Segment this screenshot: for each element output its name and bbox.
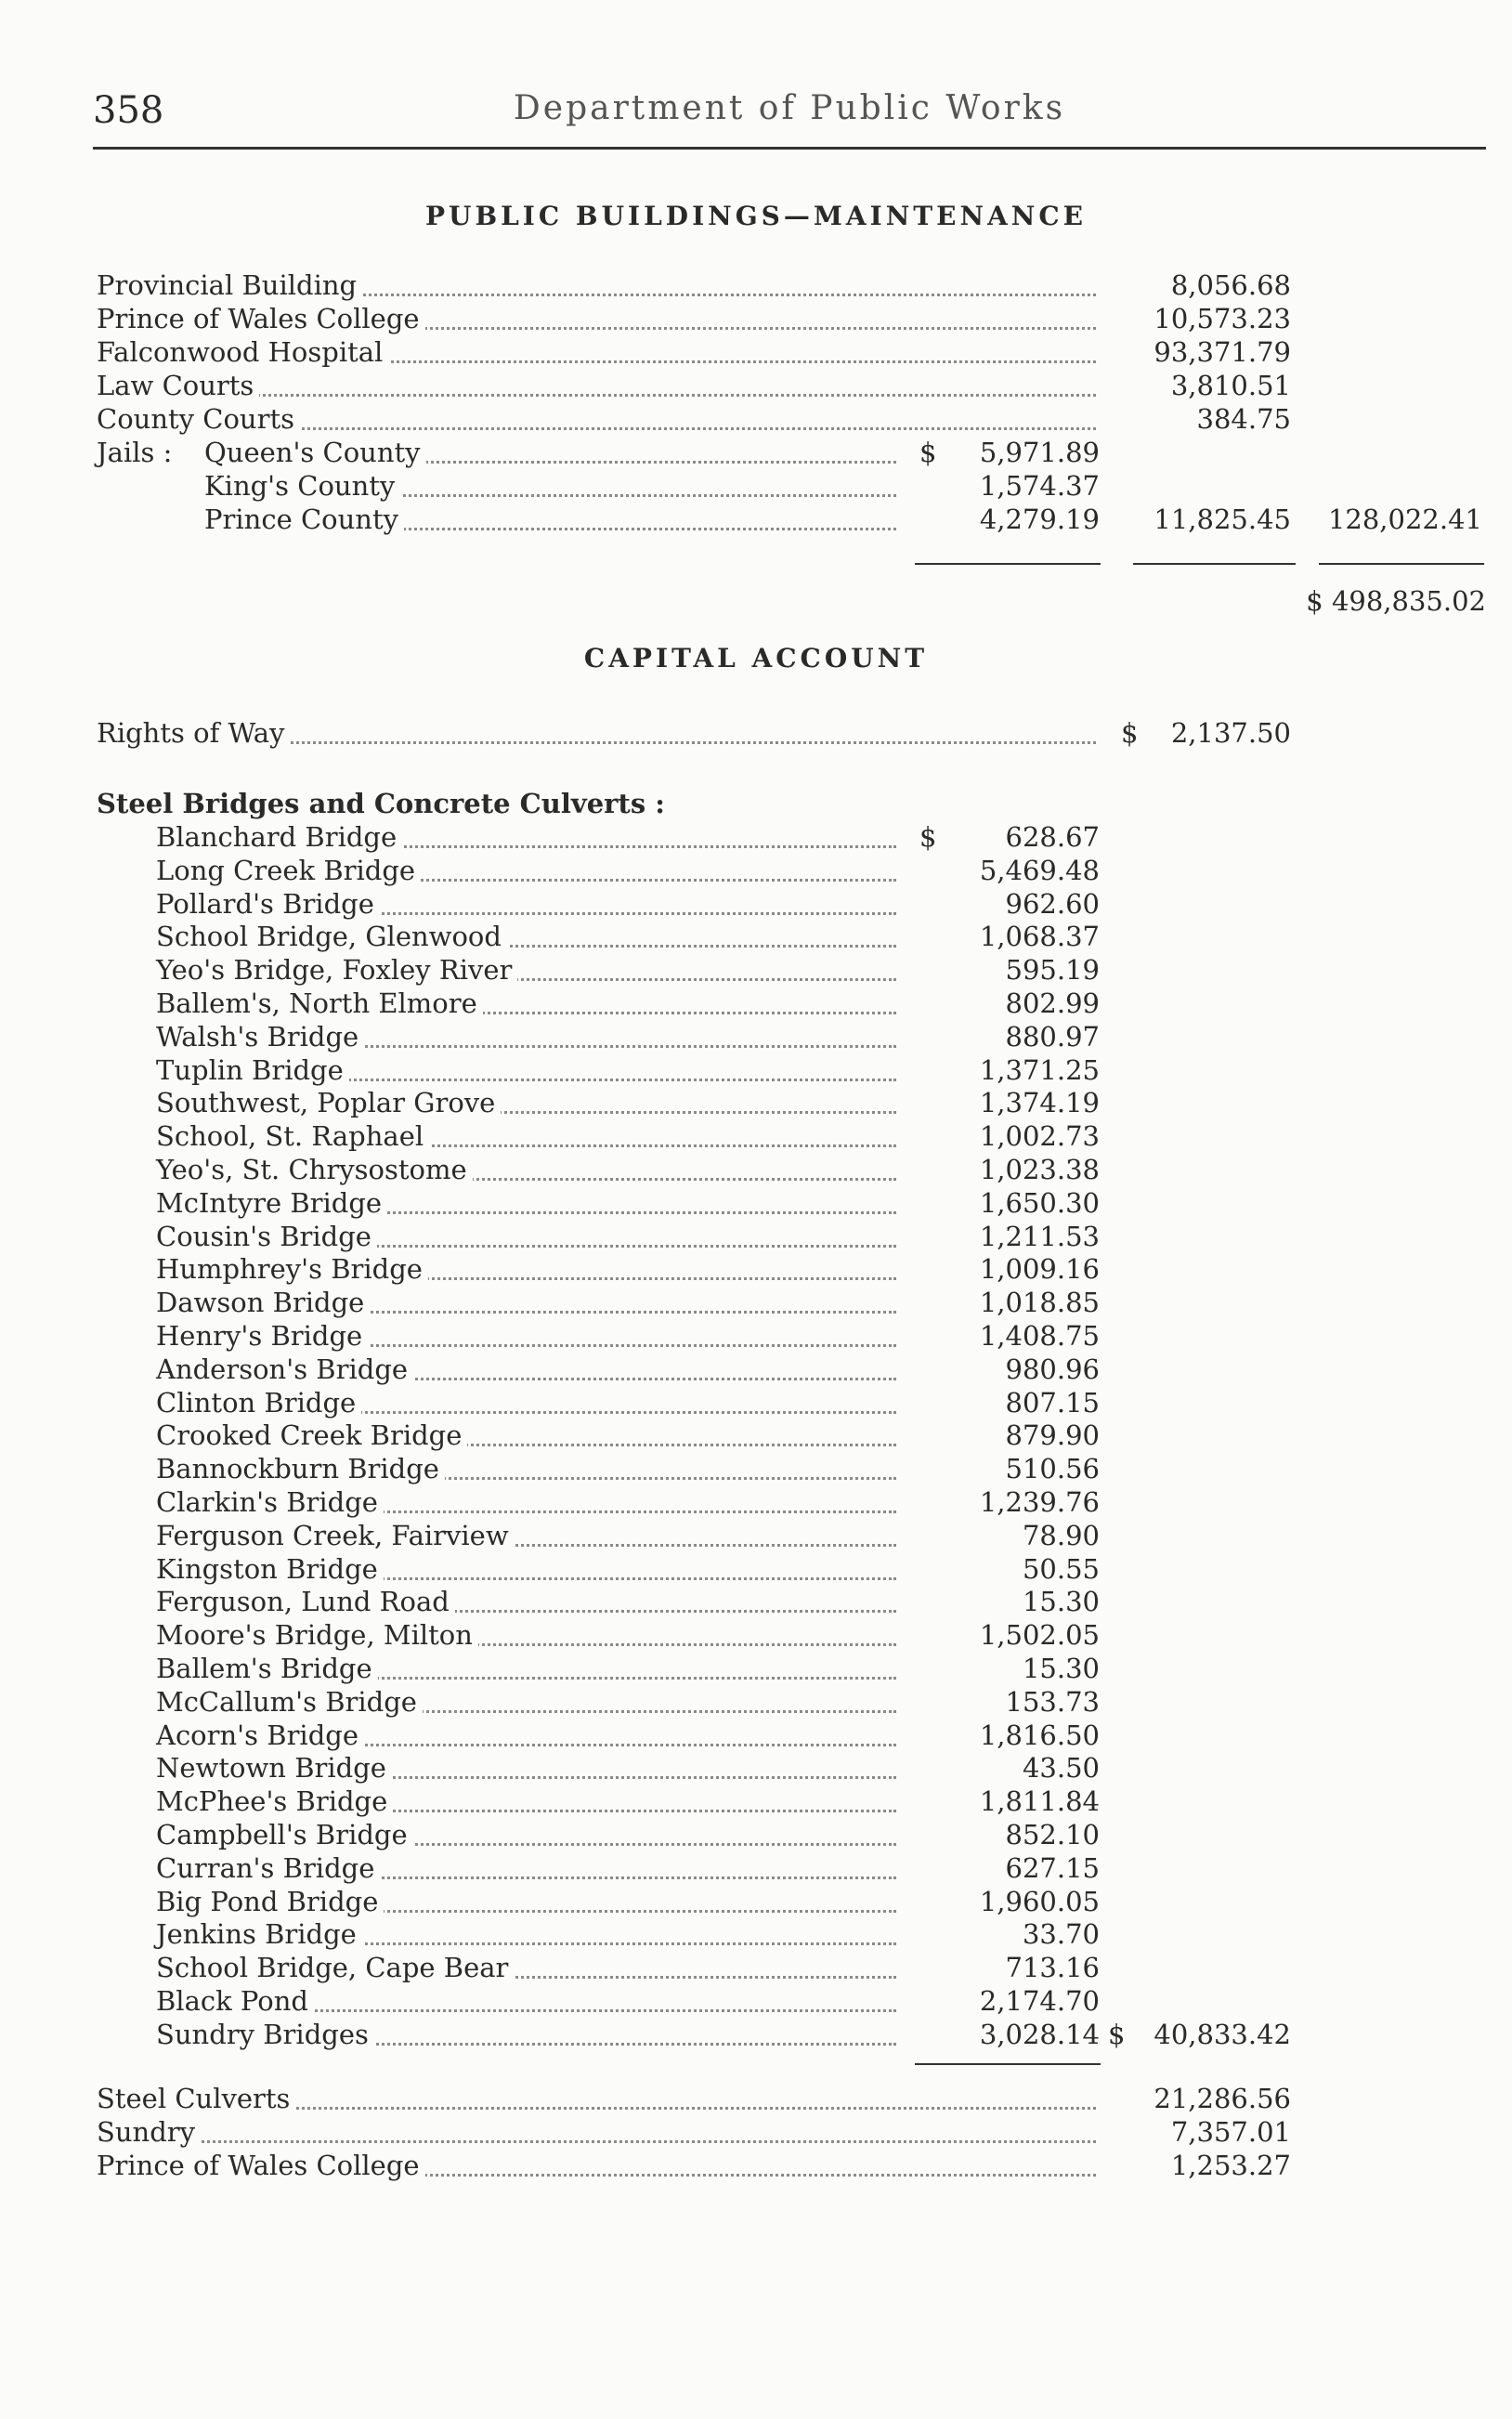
line-amount: 1,239.76 [979,1486,1100,1518]
line-label: Dawson Bridge [156,1287,370,1318]
line-amount: 852.10 [1005,1819,1100,1850]
capital-item [0,2150,1512,2183]
line-label: Southwest, Poplar Grove [156,1087,501,1118]
maintenance-item [0,303,1512,336]
line-label: Newtown Bridge [156,1752,392,1784]
bridge-row [0,1918,1512,1952]
jails-subtotal: 11,825.45 [1154,503,1291,535]
bridge-row [0,1353,1512,1387]
line-amount: 879.90 [1005,1419,1100,1452]
line-amount: 1,211.53 [979,1220,1100,1252]
maintenance-item [0,336,1512,370]
line-amount: 15.30 [1022,1586,1100,1618]
bridge-row [0,1221,1512,1254]
jail-item [0,437,1512,470]
maintenance-item [0,269,1512,303]
line-label: Yeo's Bridge, Foxley River [156,954,517,986]
capital-item [0,2116,1512,2150]
line-amount: 1,960.05 [979,1885,1100,1917]
line-label: McCallum's Bridge [156,1686,423,1718]
line-amount: 50.55 [1022,1552,1100,1585]
line-label: Prince of Wales College [97,303,425,334]
line-amount: 962.60 [1005,887,1100,920]
line-amount: 7,357.01 [1170,2116,1291,2148]
bridge-row [0,1985,1512,2019]
bridge-row [0,888,1512,922]
line-label: Law Courts [97,370,259,401]
line-amount: 21,286.56 [1154,2083,1291,2114]
line-label: Sundry Bridges [156,2019,374,2050]
bridge-row [0,1719,1512,1753]
bridge-row [0,1686,1512,1719]
bridge-row [0,821,1512,855]
line-amount: 93,371.79 [1154,336,1291,368]
line-amount: 1,811.84 [979,1785,1100,1818]
bridge-row [0,1320,1512,1353]
bridge-row [0,1021,1512,1054]
line-amount: 802.99 [1005,987,1100,1019]
line-label: School Bridge, Cape Bear [156,1952,514,1983]
line-label: Jenkins Bridge [156,1918,362,1950]
line-amount: 1,650.30 [979,1186,1100,1219]
maintenance-item [0,403,1512,437]
line-label: Humphrey's Bridge [156,1253,428,1285]
line-amount: 1,574.37 [979,470,1100,502]
line-label: Queen's County [204,437,426,468]
jail-item [0,470,1512,503]
bridge-row [0,1154,1512,1187]
bridge-row [0,1419,1512,1453]
line-label: County Courts [97,403,300,435]
subtotal-rule [915,563,1101,565]
line-amount: 1,018.85 [979,1287,1100,1319]
line-label: Tuplin Bridge [156,1054,349,1086]
line-amount: 628.67 [1005,821,1100,853]
line-label: School, St. Raphael [156,1120,429,1152]
line-label: King's County [204,470,400,502]
bridge-row [0,1253,1512,1287]
line-label: Curran's Bridge [156,1852,380,1884]
line-label: Long Creek Bridge [156,855,421,886]
line-amount: 4,279.19 [979,503,1100,535]
bridge-row [0,1520,1512,1553]
line-label: Bannockburn Bridge [156,1453,445,1484]
line-label: Ballem's Bridge [156,1653,378,1684]
bridges-rule [915,2063,1101,2065]
bridge-row [0,1486,1512,1520]
jails-dollar-sign: $ [919,437,937,468]
line-label: Anderson's Bridge [156,1353,413,1385]
jails-prefix: Jails : [97,437,173,468]
line-label: Falconwood Hospital [97,336,388,368]
line-label: Rights of Way [97,717,290,749]
line-label: McIntyre Bridge [156,1187,387,1219]
line-label: Campbell's Bridge [156,1819,413,1850]
line-amount: 384.75 [1196,403,1291,435]
line-amount: 5,971.89 [979,437,1100,468]
bridges-heading: Steel Bridges and Concrete Culverts : [97,788,665,819]
bridges-dollar-sign: $ [919,821,937,853]
line-label: Ballem's, North Elmore [156,987,483,1019]
line-label: Crooked Creek Bridge [156,1419,467,1451]
line-amount: 980.96 [1005,1353,1100,1385]
capital-title: CAPITAL ACCOUNT [583,643,929,673]
line-label: Pollard's Bridge [156,888,380,920]
line-label: Walsh's Bridge [156,1021,364,1053]
line-amount: 1,374.19 [979,1087,1100,1119]
line-label: School Bridge, Glenwood [156,921,507,952]
line-amount: 1,023.38 [979,1154,1100,1185]
line-amount: 153.73 [1005,1685,1100,1718]
subtotal-rule [1319,563,1484,565]
bridge-row [0,1120,1512,1154]
line-amount: 595.19 [1005,954,1100,987]
bridge-row [0,1087,1512,1120]
header-rule [93,147,1486,150]
line-label: McPhee's Bridge [156,1785,393,1817]
grand-total: $ 498,835.02 [1306,585,1486,617]
line-label: Ferguson Creek, Fairview [156,1520,515,1551]
bridge-row [0,921,1512,954]
line-amount: 5,469.48 [979,854,1100,886]
bridge-row [0,1187,1512,1221]
page-header [93,89,1486,154]
bridge-row [0,1054,1512,1088]
line-label: Steel Culverts [97,2083,295,2114]
line-amount: 2,174.70 [979,1985,1100,2017]
bridge-row [0,1852,1512,1886]
line-amount: 1,408.75 [979,1320,1100,1352]
line-label: Provincial Building [97,269,362,301]
line-amount: 1,068.37 [979,921,1100,953]
maintenance-title: PUBLIC BUILDINGS—MAINTENANCE [424,201,1088,231]
line-label: Black Pond [156,1985,314,2017]
line-label: Yeo's, St. Chrysostome [156,1154,473,1185]
bridge-row [0,1819,1512,1852]
line-amount: 2,137.50 [1170,717,1291,749]
bridge-row [0,1886,1512,1919]
bridge-row [0,1785,1512,1819]
bridge-row [0,1553,1512,1587]
line-label: Cousin's Bridge [156,1221,377,1252]
subtotal-rule [1133,563,1296,565]
bridge-row [0,1453,1512,1486]
line-amount: 15.30 [1022,1653,1100,1684]
line-amount: 510.56 [1005,1453,1100,1485]
bridge-row [0,1952,1512,1985]
maintenance-section-total: 128,022.41 [1327,503,1482,535]
line-label: Big Pond Bridge [156,1886,384,1917]
line-label: Sundry [97,2116,201,2148]
line-label: Clinton Bridge [156,1387,361,1419]
line-label: Moore's Bridge, Milton [156,1619,478,1651]
line-amount: 1,009.16 [979,1253,1100,1286]
line-amount: 1,502.05 [979,1619,1100,1652]
line-amount: 1,816.50 [979,1719,1100,1751]
line-label: Blanchard Bridge [156,821,402,853]
bridge-row [0,1653,1512,1686]
rights-of-way-dollar: $ [1121,717,1139,749]
bridge-row [0,987,1512,1021]
line-label: Prince County [204,503,404,535]
line-amount: 3,028.14 [979,2018,1100,2050]
line-amount: 10,573.23 [1154,303,1291,334]
line-label: Clarkin's Bridge [156,1486,384,1518]
line-label: Acorn's Bridge [156,1719,364,1751]
page-number: 358 [93,89,164,132]
line-label: Kingston Bridge [156,1553,384,1585]
bridge-row [0,1586,1512,1619]
line-amount: 1,371.25 [979,1053,1100,1086]
capital-item [0,2083,1512,2116]
bridges-total-dollar: $ [1108,2018,1126,2050]
line-amount: 1,002.73 [979,1120,1100,1153]
maintenance-item [0,370,1512,403]
bridge-row [0,855,1512,888]
line-label: Henry's Bridge [156,1320,368,1352]
rights-of-way-row [0,717,1512,751]
line-amount: 1,253.27 [1170,2150,1291,2181]
line-amount: 3,810.51 [1170,370,1291,401]
bridge-row [0,1287,1512,1320]
line-amount: 713.16 [1005,1952,1100,1984]
line-amount: 78.90 [1022,1519,1100,1551]
line-amount: 33.70 [1022,1918,1100,1951]
line-amount: 627.15 [1005,1851,1100,1884]
line-amount: 880.97 [1005,1020,1100,1053]
line-label: Ferguson, Lund Road [156,1586,455,1617]
bridge-row [0,1619,1512,1653]
bridge-row [0,1752,1512,1785]
line-amount: 43.50 [1022,1752,1100,1785]
running-title: Department of Public Works [513,89,1066,127]
line-amount: 807.15 [1005,1386,1100,1419]
bridge-row [0,954,1512,987]
line-amount: 8,056.68 [1170,269,1291,301]
bridges-total: 40,833.42 [1154,2018,1291,2050]
line-label: Prince of Wales College [97,2150,425,2181]
dot-leader [106,2116,1096,2143]
bridge-row [0,1387,1512,1420]
